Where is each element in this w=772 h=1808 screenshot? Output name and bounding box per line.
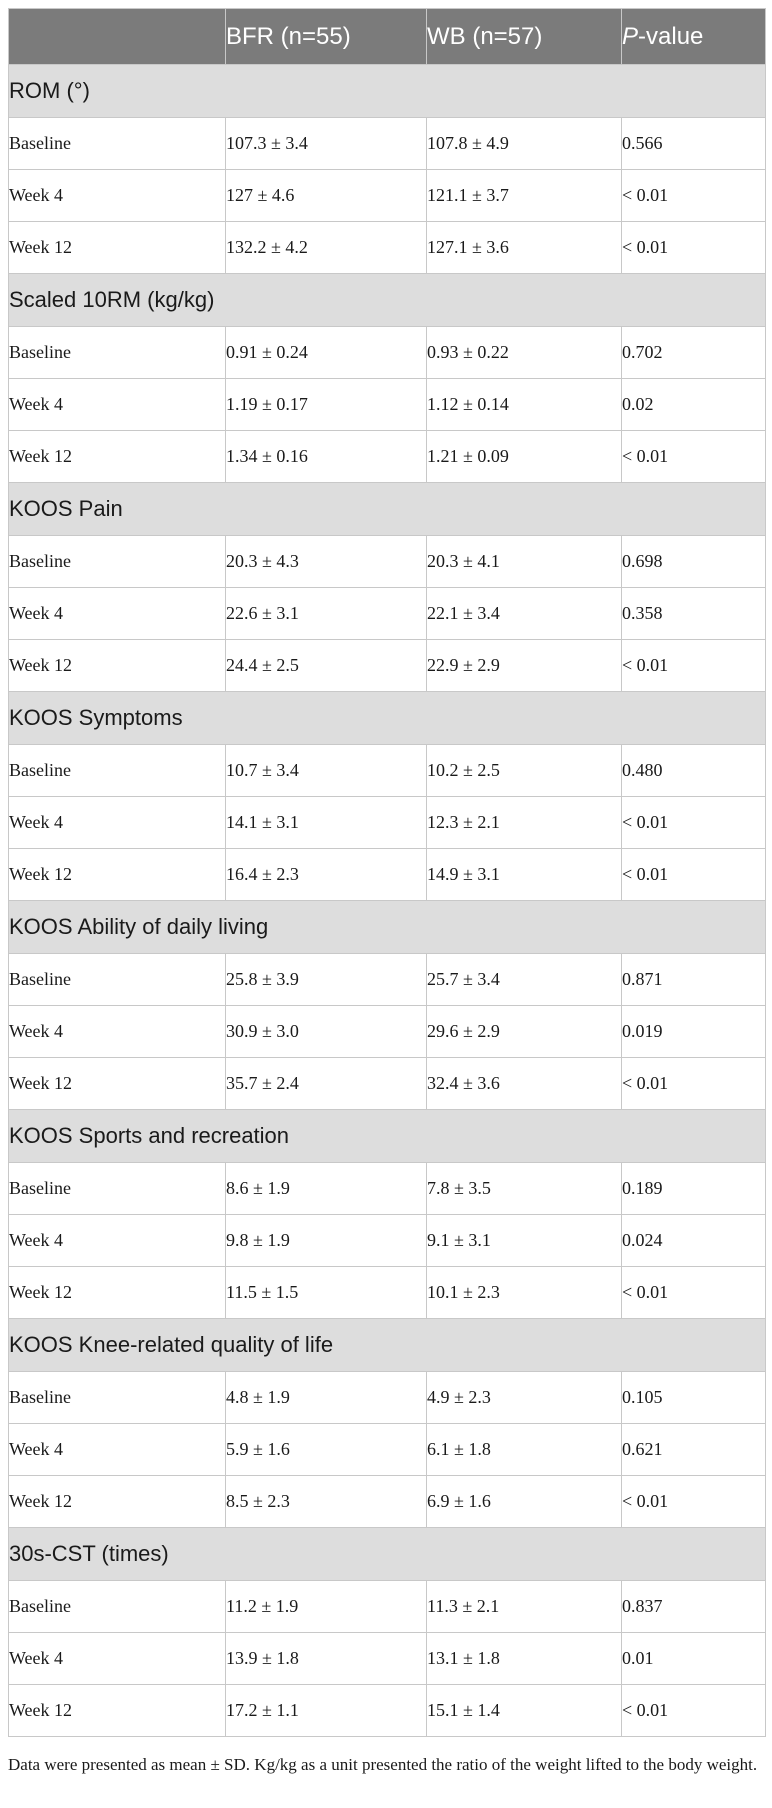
- group-title: KOOS Knee-related quality of life: [9, 1319, 766, 1372]
- table-body: [9, 65, 766, 1737]
- row-label-cell: Week 12: [9, 640, 226, 692]
- row-label-cell: Baseline: [9, 536, 226, 588]
- group-row: [9, 65, 766, 118]
- wb-value-cell: 6.1 ± 1.8: [427, 1424, 622, 1476]
- group-title: KOOS Sports and recreation: [9, 1110, 766, 1163]
- wb-value-cell: 4.9 ± 2.3: [427, 1372, 622, 1424]
- table-row: [9, 1215, 766, 1267]
- group-row: [9, 1319, 766, 1372]
- bfr-value-cell: 4.8 ± 1.9: [226, 1372, 427, 1424]
- wb-value-cell: 0.93 ± 0.22: [427, 327, 622, 379]
- row-label-cell: Baseline: [9, 954, 226, 1006]
- p-value-cell: 0.702: [622, 327, 766, 379]
- wb-value-cell: 1.12 ± 0.14: [427, 379, 622, 431]
- wb-value-cell: 107.8 ± 4.9: [427, 118, 622, 170]
- bfr-value-cell: 127 ± 4.6: [226, 170, 427, 222]
- table-row: [9, 1476, 766, 1528]
- group-row: [9, 483, 766, 536]
- row-label-cell: Week 12: [9, 431, 226, 483]
- wb-value-cell: 22.1 ± 3.4: [427, 588, 622, 640]
- p-value-cell: 0.566: [622, 118, 766, 170]
- group-title: KOOS Ability of daily living: [9, 901, 766, 954]
- p-value-cell: < 0.01: [622, 1267, 766, 1319]
- table-row: [9, 379, 766, 431]
- table-row: [9, 536, 766, 588]
- p-value-cell: 0.024: [622, 1215, 766, 1267]
- wb-value-cell: 10.1 ± 2.3: [427, 1267, 622, 1319]
- group-title: ROM (°): [9, 65, 766, 118]
- wb-value-cell: 127.1 ± 3.6: [427, 222, 622, 274]
- row-label-cell: Week 4: [9, 1633, 226, 1685]
- table-footnote: Data were presented as mean ± SD. Kg/kg as a unit presented the ratio of the weight lifted to the body weight.: [8, 1755, 758, 1774]
- p-value-cell: 0.871: [622, 954, 766, 1006]
- group-row: [9, 692, 766, 745]
- table-row: [9, 849, 766, 901]
- p-value-cell: < 0.01: [622, 222, 766, 274]
- table-row: [9, 797, 766, 849]
- table-row: [9, 1267, 766, 1319]
- bfr-value-cell: 14.1 ± 3.1: [226, 797, 427, 849]
- header-wb-cell: WB (n=57): [427, 9, 622, 65]
- p-value-cell: < 0.01: [622, 170, 766, 222]
- row-label-cell: Week 12: [9, 1267, 226, 1319]
- bfr-value-cell: 0.91 ± 0.24: [226, 327, 427, 379]
- row-label-cell: Week 4: [9, 588, 226, 640]
- bfr-value-cell: 17.2 ± 1.1: [226, 1685, 427, 1737]
- bfr-value-cell: 5.9 ± 1.6: [226, 1424, 427, 1476]
- row-label-cell: Week 4: [9, 1424, 226, 1476]
- group-title: Scaled 10RM (kg/kg): [9, 274, 766, 327]
- wb-value-cell: 20.3 ± 4.1: [427, 536, 622, 588]
- p-value-cell: < 0.01: [622, 431, 766, 483]
- row-label-cell: Week 12: [9, 1476, 226, 1528]
- row-label-cell: Week 4: [9, 797, 226, 849]
- row-label-cell: Week 4: [9, 1006, 226, 1058]
- bfr-value-cell: 1.34 ± 0.16: [226, 431, 427, 483]
- bfr-value-cell: 16.4 ± 2.3: [226, 849, 427, 901]
- wb-value-cell: 7.8 ± 3.5: [427, 1163, 622, 1215]
- p-value-cell: 0.698: [622, 536, 766, 588]
- bfr-value-cell: 132.2 ± 4.2: [226, 222, 427, 274]
- table-row: [9, 1581, 766, 1633]
- wb-value-cell: 32.4 ± 3.6: [427, 1058, 622, 1110]
- p-value-cell: 0.105: [622, 1372, 766, 1424]
- p-value-cell: 0.01: [622, 1633, 766, 1685]
- p-value-cell: < 0.01: [622, 1476, 766, 1528]
- p-value-cell: 0.02: [622, 379, 766, 431]
- wb-value-cell: 12.3 ± 2.1: [427, 797, 622, 849]
- wb-value-cell: 9.1 ± 3.1: [427, 1215, 622, 1267]
- table-row: [9, 1006, 766, 1058]
- p-value-cell: 0.621: [622, 1424, 766, 1476]
- header-bfr-cell: BFR (n=55): [226, 9, 427, 65]
- row-label-cell: Baseline: [9, 1372, 226, 1424]
- group-title: 30s-CST (times): [9, 1528, 766, 1581]
- bfr-value-cell: 11.5 ± 1.5: [226, 1267, 427, 1319]
- bfr-value-cell: 8.5 ± 2.3: [226, 1476, 427, 1528]
- bfr-value-cell: 13.9 ± 1.8: [226, 1633, 427, 1685]
- row-label-cell: Week 4: [9, 379, 226, 431]
- table-row: [9, 1633, 766, 1685]
- row-label-cell: Week 12: [9, 222, 226, 274]
- bfr-value-cell: 22.6 ± 3.1: [226, 588, 427, 640]
- bfr-value-cell: 20.3 ± 4.3: [226, 536, 427, 588]
- header-label-cell: [9, 9, 226, 65]
- group-row: [9, 1528, 766, 1581]
- wb-value-cell: 22.9 ± 2.9: [427, 640, 622, 692]
- table-row: [9, 222, 766, 274]
- table-row: [9, 954, 766, 1006]
- row-label-cell: Baseline: [9, 745, 226, 797]
- row-label-cell: Baseline: [9, 1163, 226, 1215]
- wb-value-cell: 121.1 ± 3.7: [427, 170, 622, 222]
- bfr-value-cell: 35.7 ± 2.4: [226, 1058, 427, 1110]
- p-value-cell: 0.837: [622, 1581, 766, 1633]
- p-value-cell: 0.189: [622, 1163, 766, 1215]
- row-label-cell: Baseline: [9, 1581, 226, 1633]
- table-row: [9, 1163, 766, 1215]
- header-p-italic: P: [622, 22, 639, 50]
- table-row: [9, 1372, 766, 1424]
- bfr-value-cell: 107.3 ± 3.4: [226, 118, 427, 170]
- wb-value-cell: 25.7 ± 3.4: [427, 954, 622, 1006]
- row-label-cell: Week 4: [9, 170, 226, 222]
- wb-value-cell: 29.6 ± 2.9: [427, 1006, 622, 1058]
- wb-value-cell: 10.2 ± 2.5: [427, 745, 622, 797]
- p-value-cell: < 0.01: [622, 1058, 766, 1110]
- table-row: [9, 640, 766, 692]
- row-label-cell: Week 12: [9, 1685, 226, 1737]
- row-label-cell: Week 4: [9, 1215, 226, 1267]
- table-row: [9, 1424, 766, 1476]
- results-table: [8, 8, 766, 1737]
- bfr-value-cell: 9.8 ± 1.9: [226, 1215, 427, 1267]
- p-value-cell: 0.019: [622, 1006, 766, 1058]
- p-value-cell: 0.358: [622, 588, 766, 640]
- table-row: [9, 1685, 766, 1737]
- row-label-cell: Week 12: [9, 1058, 226, 1110]
- wb-value-cell: 14.9 ± 3.1: [427, 849, 622, 901]
- row-label-cell: Baseline: [9, 327, 226, 379]
- wb-value-cell: 13.1 ± 1.8: [427, 1633, 622, 1685]
- wb-value-cell: 11.3 ± 2.1: [427, 1581, 622, 1633]
- p-value-cell: < 0.01: [622, 797, 766, 849]
- wb-value-cell: 1.21 ± 0.09: [427, 431, 622, 483]
- bfr-value-cell: 30.9 ± 3.0: [226, 1006, 427, 1058]
- header-p-rest: -value: [638, 22, 704, 50]
- p-value-cell: < 0.01: [622, 1685, 766, 1737]
- bfr-value-cell: 24.4 ± 2.5: [226, 640, 427, 692]
- p-value-cell: < 0.01: [622, 849, 766, 901]
- bfr-value-cell: 10.7 ± 3.4: [226, 745, 427, 797]
- table-row: [9, 588, 766, 640]
- bfr-value-cell: 11.2 ± 1.9: [226, 1581, 427, 1633]
- group-row: [9, 901, 766, 954]
- p-value-cell: 0.480: [622, 745, 766, 797]
- wb-value-cell: 15.1 ± 1.4: [427, 1685, 622, 1737]
- wb-value-cell: 6.9 ± 1.6: [427, 1476, 622, 1528]
- bfr-value-cell: 1.19 ± 0.17: [226, 379, 427, 431]
- bfr-value-cell: 8.6 ± 1.9: [226, 1163, 427, 1215]
- p-value-cell: < 0.01: [622, 640, 766, 692]
- bfr-value-cell: 25.8 ± 3.9: [226, 954, 427, 1006]
- group-title: KOOS Pain: [9, 483, 766, 536]
- group-row: [9, 274, 766, 327]
- row-label-cell: Baseline: [9, 118, 226, 170]
- table-row: [9, 118, 766, 170]
- row-label-cell: Week 12: [9, 849, 226, 901]
- group-title: KOOS Symptoms: [9, 692, 766, 745]
- table-row: [9, 170, 766, 222]
- table-header-row: [9, 9, 766, 65]
- header-p-value-cell: [622, 9, 766, 65]
- group-row: [9, 1110, 766, 1163]
- table-row: [9, 1058, 766, 1110]
- table-row: [9, 431, 766, 483]
- table-row: [9, 745, 766, 797]
- table-row: [9, 327, 766, 379]
